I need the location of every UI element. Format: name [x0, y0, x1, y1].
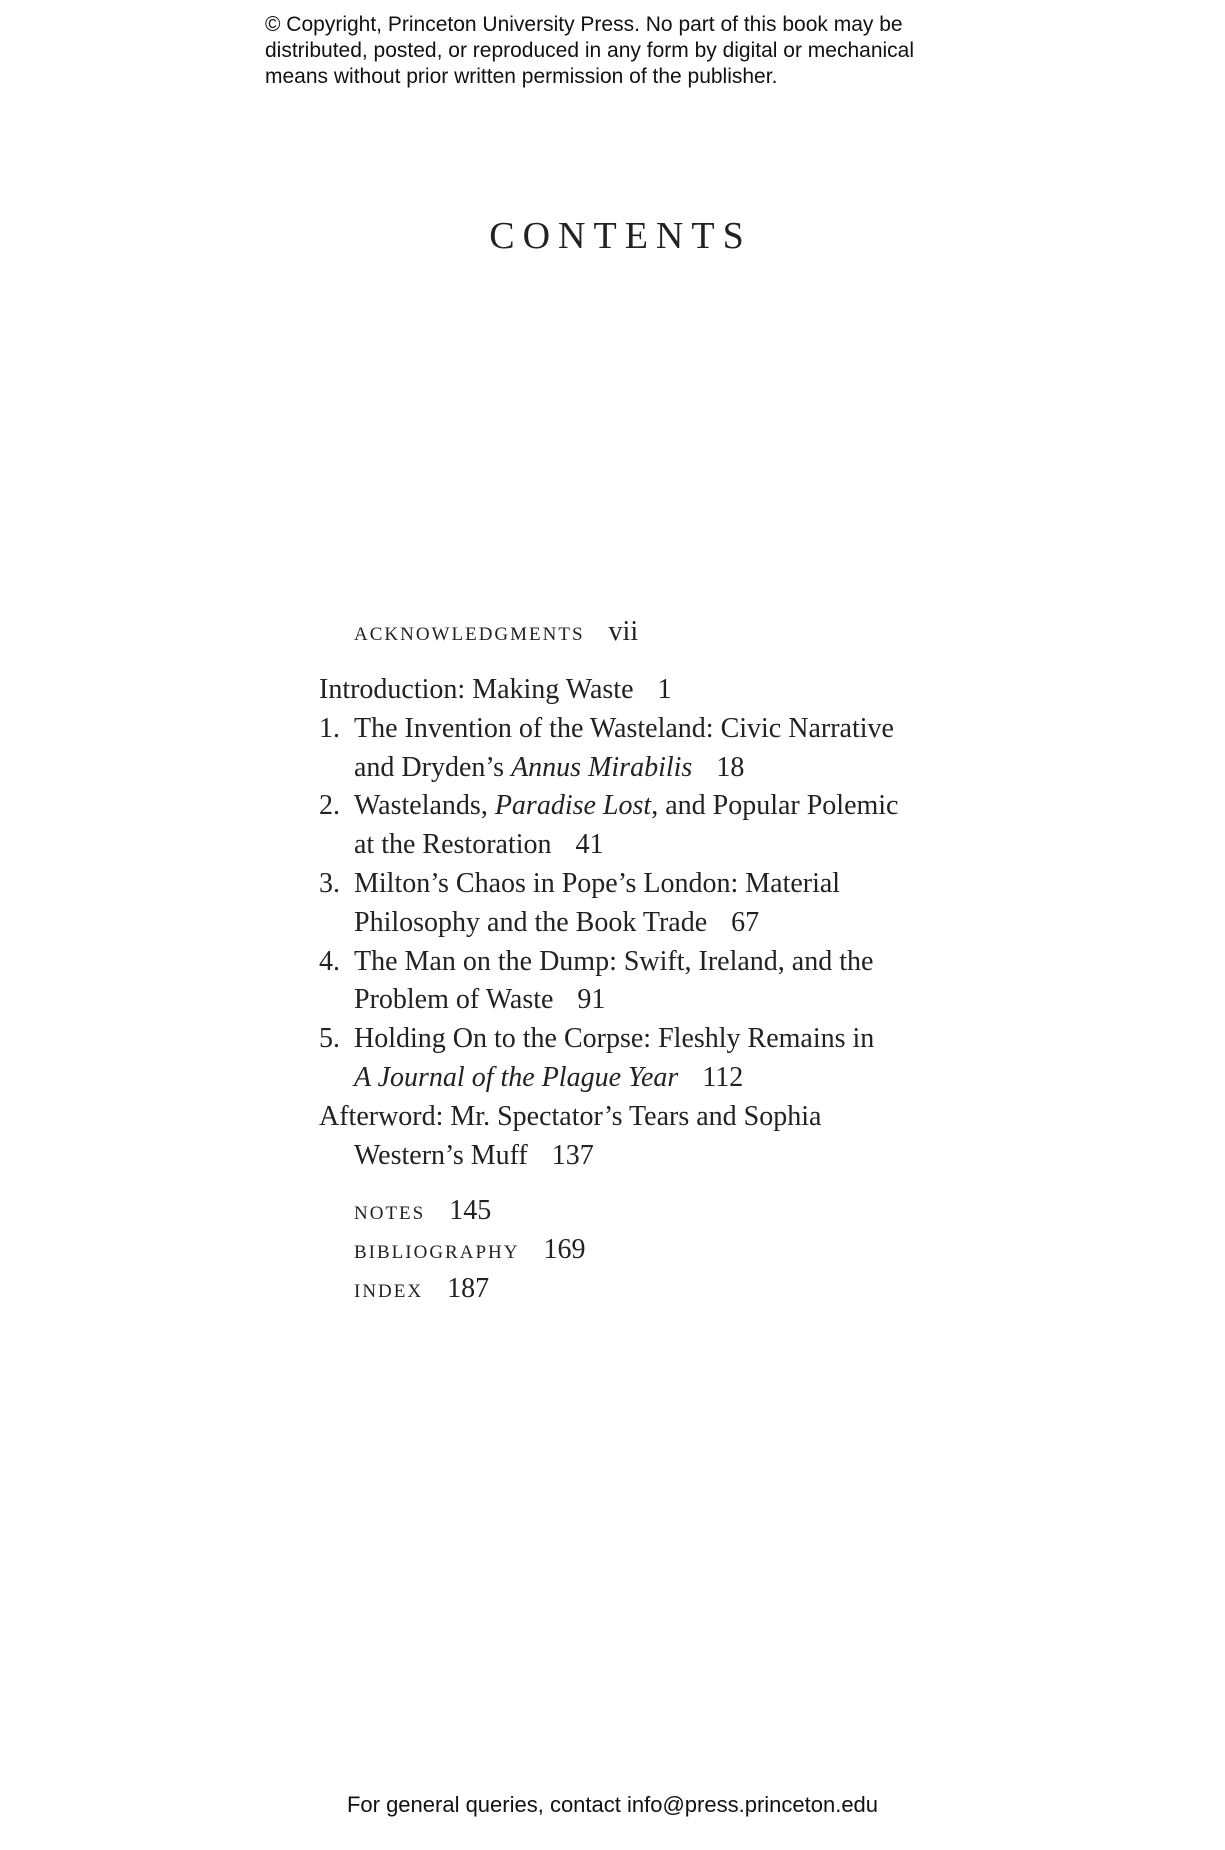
toc-item-title: , and Popular Polemic [651, 790, 899, 822]
toc-page-number: 41 [575, 829, 604, 861]
chapter-number: 4. [319, 945, 340, 977]
toc-item-notes[interactable] [319, 1191, 1019, 1230]
chapter-number: 1. [319, 712, 340, 744]
toc-item-title-cont: and Dryden’s [354, 751, 512, 783]
toc-page-number: 112 [702, 1061, 744, 1093]
table-of-contents [319, 611, 1019, 1308]
toc-item-title-italic: Paradise Lost [494, 790, 652, 822]
toc-item-chapter-5[interactable] [319, 1020, 1019, 1098]
toc-item-title-italic: Annus Mirabilis [511, 751, 693, 783]
copyright-line: means without prior written permission of the publisher. [265, 65, 778, 88]
toc-item-title: Wastelands, [354, 790, 495, 822]
toc-item-label: index [354, 1272, 424, 1303]
toc-page-number: 187 [447, 1272, 490, 1304]
toc-page-number: 91 [577, 984, 606, 1016]
toc-page-number: 137 [551, 1139, 594, 1171]
chapter-number: 5. [319, 1023, 340, 1055]
toc-item-title-cont: Western’s Muff [354, 1139, 528, 1171]
toc-page-number: 145 [449, 1195, 492, 1227]
toc-item-chapter-2[interactable] [319, 787, 1019, 865]
toc-item-afterword[interactable] [319, 1098, 1019, 1176]
toc-page-number: 169 [543, 1234, 586, 1266]
toc-main-list [319, 671, 1019, 1175]
toc-item-chapter-3[interactable] [319, 865, 1019, 943]
toc-page-number: 1 [657, 674, 672, 705]
toc-item-title-cont: Problem of Waste [354, 984, 554, 1016]
toc-item-label: bibliography [354, 1234, 520, 1265]
toc-page-number: 67 [731, 906, 760, 938]
toc-item-chapter-4[interactable] [319, 943, 1019, 1021]
toc-item-title-cont: Philosophy and the Book Trade [354, 906, 708, 938]
copyright-line: © Copyright, Princeton University Press. No part of this book may be [265, 13, 903, 36]
toc-item-title-italic: A Journal of the Plague Year [354, 1061, 679, 1093]
toc-item-label: notes [354, 1195, 426, 1226]
toc-item-introduction[interactable] [319, 671, 1019, 710]
toc-item-bibliography[interactable] [319, 1230, 1019, 1269]
toc-item-title: Introduction: Making Waste [319, 674, 634, 705]
chapter-number: 3. [319, 867, 340, 899]
page-title: CONTENTS [489, 215, 752, 257]
toc-item-index[interactable] [319, 1269, 1019, 1308]
toc-back-matter [319, 1191, 1019, 1307]
toc-item-title: Holding On to the Corpse: Fleshly Remains in [354, 1023, 875, 1055]
toc-item-chapter-1[interactable] [319, 710, 1019, 788]
toc-item-title: The Invention of the Wasteland: Civic Narrative [354, 712, 894, 744]
copyright-line: distributed, posted, or reproduced in any form by digital or mechanical [265, 39, 915, 62]
copyright-notice [265, 12, 1025, 90]
toc-item-title: Afterword: Mr. Spectator’s Tears and Sophia [319, 1100, 822, 1132]
toc-item-title-cont: at the Restoration [354, 829, 552, 861]
toc-page-number: vii [608, 616, 639, 647]
chapter-number: 2. [319, 790, 340, 822]
contact-footer: For general queries, contact info@press.princeton.edu [346, 1792, 879, 1817]
toc-item-title: The Man on the Dump: Swift, Ireland, and the [354, 945, 874, 977]
toc-item-acknowledgments[interactable] [319, 611, 1019, 651]
toc-item-label: acknowledgments [354, 616, 585, 646]
toc-item-title: Milton’s Chaos in Pope’s London: Material [354, 867, 841, 899]
toc-page-number: 18 [716, 751, 745, 783]
